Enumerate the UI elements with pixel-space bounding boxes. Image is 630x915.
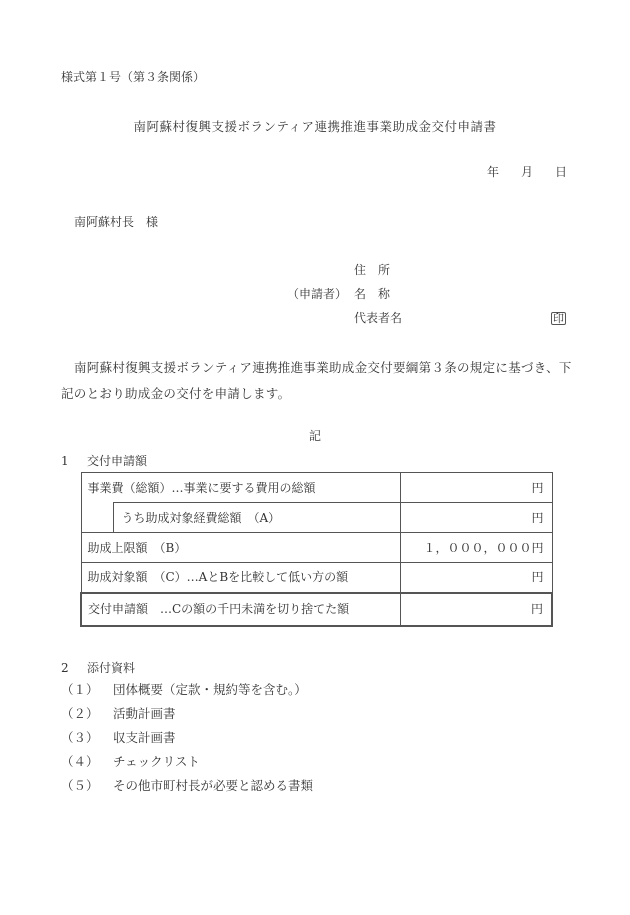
name-label-char-2: 称 [378, 287, 391, 301]
total-cost-label: 事業費（総額）…事業に要する費用の総額 [81, 473, 400, 503]
addressee-honorific: 様 [146, 215, 159, 229]
table-row-application-amount [81, 593, 552, 626]
grant-target-label: 助成対象額 （C）…AとBを比較して低い方の額 [81, 563, 400, 593]
section1-heading [61, 455, 147, 467]
attachment-list [61, 684, 313, 804]
addressee-name: 南阿蘇村長 [74, 215, 135, 229]
application-amount-value[interactable]: 円 [400, 593, 552, 626]
list-item-text: チェックリスト [113, 754, 200, 769]
total-cost-value[interactable]: 円 [400, 473, 552, 503]
upper-limit-label: 助成上限額 （B） [81, 533, 400, 563]
applicant-address-label [354, 264, 390, 276]
seal-icon: 印 [553, 312, 564, 325]
list-item-text: 収支計画書 [113, 730, 176, 745]
list-item-index: （２） [61, 706, 99, 721]
section2-number: 2 [61, 661, 69, 675]
list-item-text: その他市町村長が必要と認める書類 [113, 778, 314, 793]
application-amount-label: 交付申請額 …Cの額の千円未満を切り捨てた額 [81, 593, 400, 626]
list-item-index: （３） [61, 730, 99, 745]
section2-title: 添付資料 [87, 661, 136, 675]
document-title: 南阿蘇村復興支援ボランティア連携推進事業助成金交付申請書 [133, 119, 497, 134]
list-item [61, 708, 313, 732]
form-number: 様式第１号（第３条関係） [61, 70, 206, 84]
list-item-index: （１） [61, 682, 99, 697]
amounts-table [80, 472, 553, 627]
date-year-label: 年 [487, 165, 500, 179]
table-row-eligible-cost [81, 503, 552, 533]
section2-heading [61, 662, 135, 674]
list-item [61, 684, 313, 708]
list-item [61, 732, 313, 756]
list-item-text: 団体概要（定款・規約等を含む。） [113, 682, 307, 697]
grant-target-value[interactable]: 円 [400, 563, 552, 593]
address-label-char-2: 所 [378, 263, 391, 277]
application-statement [61, 355, 581, 407]
applicant-label: （申請者） [287, 287, 348, 301]
indent-spacer [81, 503, 113, 533]
date-line [487, 166, 567, 178]
list-item-index: （４） [61, 754, 99, 769]
list-item-text: 活動計画書 [113, 706, 176, 721]
application-statement-text: 南阿蘇村復興支援ボランティア連携推進事業助成金交付要綱第３条の規定に基づき、下記のとおり助成金の交付を申請します。 [61, 360, 572, 401]
ki-heading: 記 [308, 429, 321, 443]
date-day-label: 日 [555, 165, 568, 179]
list-item [61, 780, 313, 804]
section1-title: 交付申請額 [87, 454, 148, 468]
list-item-index: （５） [61, 778, 99, 793]
date-month-label: 月 [521, 165, 534, 179]
eligible-cost-value[interactable]: 円 [400, 503, 552, 533]
applicant-name-label [354, 288, 390, 300]
representative-label: 代表者名 [354, 311, 403, 325]
list-item [61, 756, 313, 780]
section1-number: 1 [61, 454, 69, 468]
table-row-total-cost [81, 473, 552, 503]
table-row-upper-limit [81, 533, 552, 563]
address-label-char-1: 住 [354, 263, 367, 277]
name-label-char-1: 名 [354, 287, 367, 301]
table-row-grant-target [81, 563, 552, 593]
addressee [74, 216, 158, 228]
eligible-cost-label: うち助成対象経費総額 （A） [113, 503, 400, 533]
upper-limit-value: １，０００，０００円 [400, 533, 552, 563]
